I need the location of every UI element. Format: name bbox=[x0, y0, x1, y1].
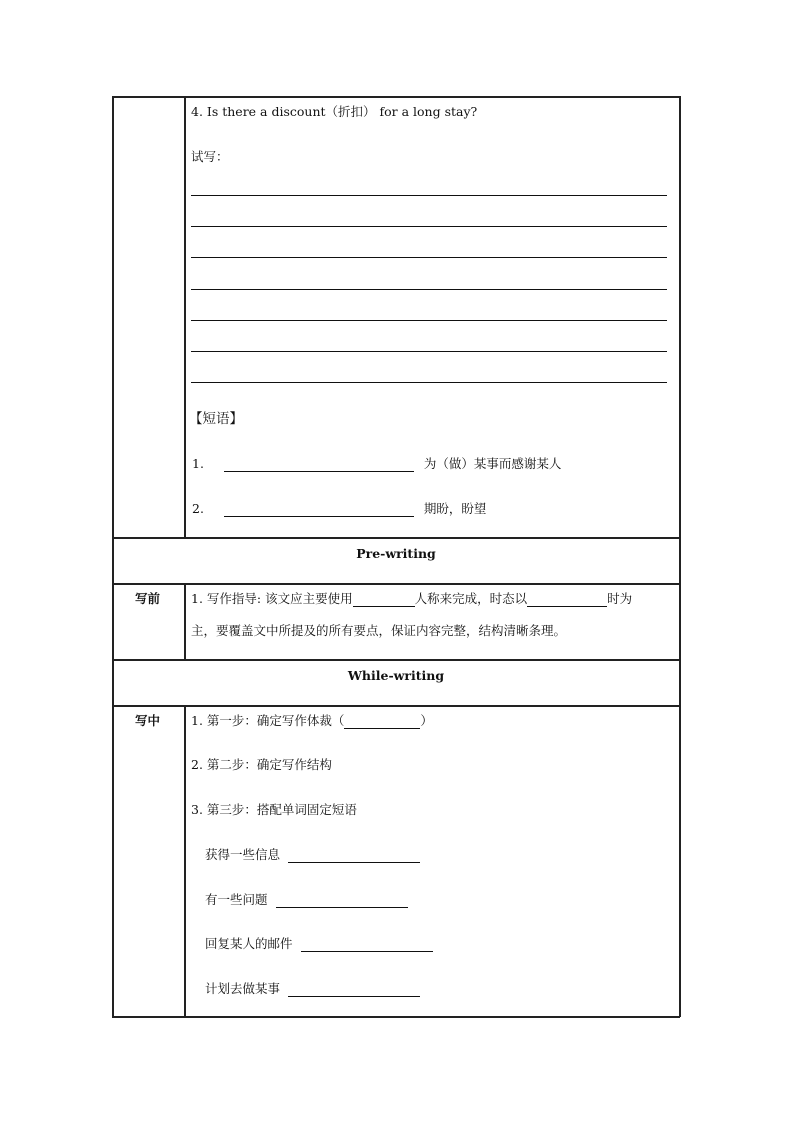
tense-blank[interactable] bbox=[527, 592, 607, 607]
step-3: 3. 第三步：搭配单词固定短语 bbox=[191, 802, 357, 817]
table-border-top bbox=[112, 96, 680, 98]
phrase-answer-blank-4[interactable] bbox=[288, 982, 420, 997]
pre-writing-heading: Pre-writing bbox=[356, 546, 436, 561]
phrase-answer-blank-1[interactable] bbox=[288, 848, 420, 863]
row-divider-2 bbox=[112, 583, 680, 585]
while-writing-heading: While-writing bbox=[347, 668, 445, 683]
worksheet-table bbox=[112, 96, 680, 1017]
row-divider-4 bbox=[112, 705, 680, 707]
phrase-item-1 bbox=[192, 456, 561, 472]
label-column-divider-pre bbox=[184, 583, 186, 659]
pre-writing-label: 写前 bbox=[135, 591, 161, 606]
phrase-prompt-3: 回复某人的邮件 bbox=[205, 936, 433, 952]
label-column-divider-while bbox=[184, 705, 186, 1017]
answer-line-4[interactable] bbox=[191, 289, 667, 290]
phrase-answer-blank-2[interactable] bbox=[276, 893, 408, 908]
phrase-meaning: 期盼，盼望 bbox=[423, 501, 487, 516]
phrase-prompt-1: 获得一些信息 bbox=[205, 847, 420, 863]
step-1: 1. 第一步：确定写作体裁（ ） bbox=[191, 713, 433, 728]
genre-blank[interactable] bbox=[344, 714, 420, 729]
answer-line-6[interactable] bbox=[191, 351, 667, 352]
phrase-prompt-2: 有一些问题 bbox=[205, 892, 408, 908]
answer-line-5[interactable] bbox=[191, 320, 667, 321]
phrase-number: 2. bbox=[192, 501, 204, 516]
answer-line-1[interactable] bbox=[191, 195, 667, 196]
pre-writing-instruction-line1: 1. 写作指导: 该文应主要使用 人称来完成，时态以 时为 bbox=[191, 591, 633, 606]
phrases-heading: 【短语】 bbox=[189, 411, 243, 427]
label-column-divider-top bbox=[184, 96, 186, 537]
answer-line-3[interactable] bbox=[191, 257, 667, 258]
while-writing-label: 写中 bbox=[135, 713, 161, 728]
phrase-answer-blank-3[interactable] bbox=[301, 937, 433, 952]
phrase-blank-2[interactable] bbox=[224, 502, 414, 517]
try-writing-label: 试写： bbox=[191, 149, 229, 164]
person-blank[interactable] bbox=[353, 592, 415, 607]
table-border-bottom bbox=[112, 1016, 680, 1018]
phrase-meaning: 为（做）某事而感谢某人 bbox=[423, 456, 562, 471]
row-divider-1 bbox=[112, 537, 680, 539]
answer-line-7[interactable] bbox=[191, 382, 667, 383]
phrase-item-2 bbox=[192, 501, 486, 517]
answer-line-2[interactable] bbox=[191, 226, 667, 227]
pre-writing-instruction-line2: 主，要覆盖文中所提及的所有要点，保证内容完整，结构清晰条理。 bbox=[191, 623, 567, 638]
phrase-blank-1[interactable] bbox=[224, 457, 414, 472]
step-2: 2. 第二步：确定写作结构 bbox=[191, 757, 332, 772]
row-divider-3 bbox=[112, 659, 680, 661]
phrase-number: 1. bbox=[192, 456, 204, 471]
question-4: 4. Is there a discount（折扣） for a long stay? bbox=[191, 104, 478, 119]
phrase-prompt-4: 计划去做某事 bbox=[205, 981, 420, 997]
